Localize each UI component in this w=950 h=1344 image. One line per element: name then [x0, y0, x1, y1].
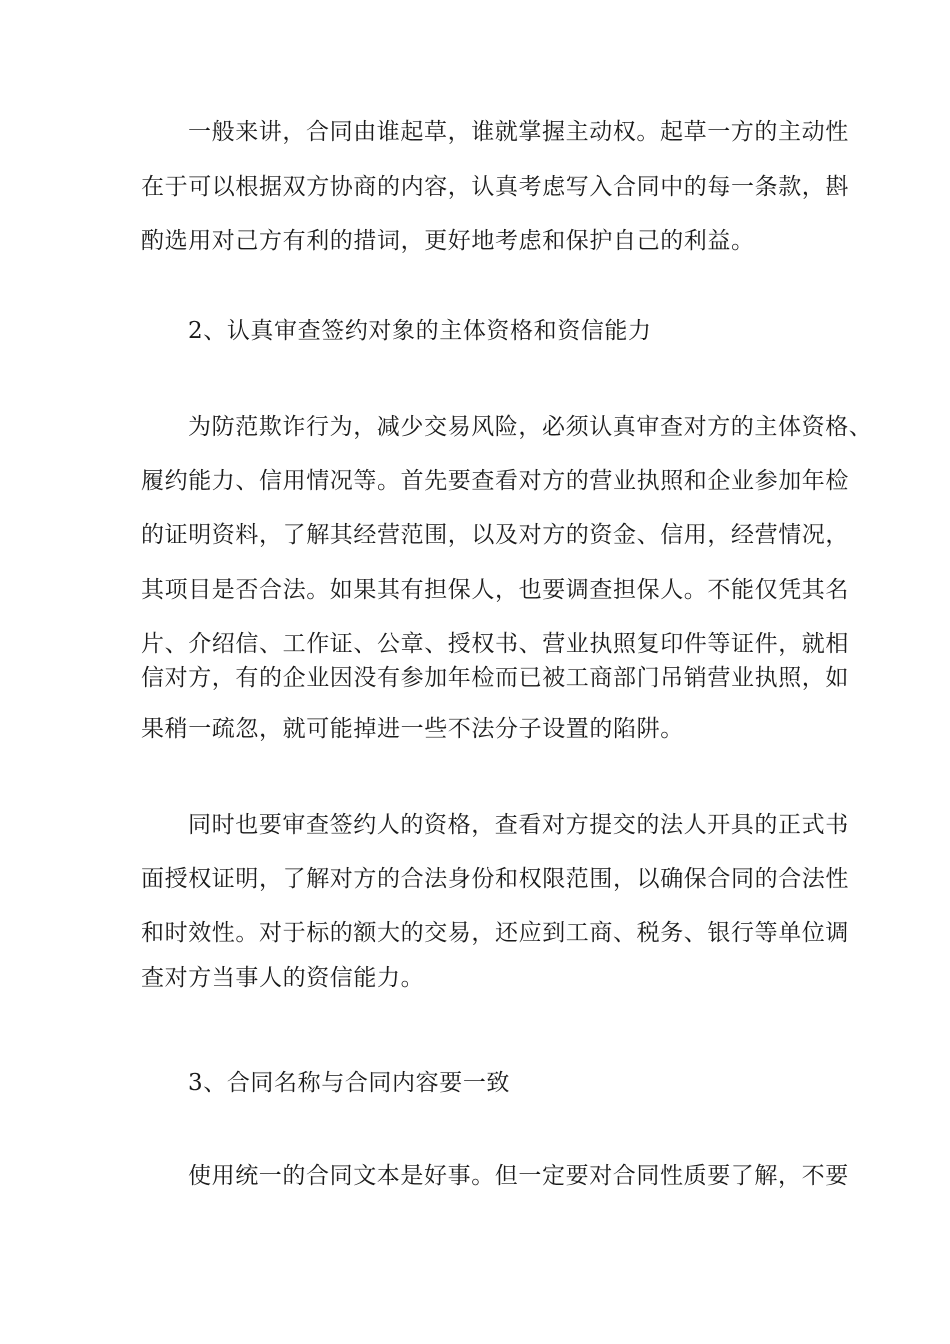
section-heading-3: 3、合同名称与合同内容要一致: [188, 1070, 511, 1096]
paragraph-line: 其项目是否合法。如果其有担保人，也要调查担保人。不能仅凭其名: [141, 577, 849, 603]
paragraph-line: 为防范欺诈行为，减少交易风险，必须认真审查对方的主体资格、: [188, 414, 873, 440]
section-heading-2: 2、认真审查签约对象的主体资格和资信能力: [188, 318, 652, 344]
paragraph-line: 一般来讲，合同由谁起草，谁就掌握主动权。起草一方的主动性: [188, 119, 849, 145]
paragraph-line: 果稍一疏忽，就可能掉进一些不法分子设置的陷阱。: [141, 716, 684, 742]
paragraph-line: 在于可以根据双方协商的内容，认真考虑写入合同中的每一条款，斟: [141, 174, 849, 200]
paragraph-line: 信对方，有的企业因没有参加年检而已被工商部门吊销营业执照，如: [141, 665, 849, 691]
paragraph-line: 查对方当事人的资信能力。: [141, 965, 425, 991]
paragraph-line: 的证明资料，了解其经营范围，以及对方的资金、信用，经营情况，: [141, 522, 849, 548]
paragraph-line: 使用统一的合同文本是好事。但一定要对合同性质要了解，不要: [188, 1163, 849, 1189]
paragraph-line: 片、介绍信、工作证、公章、授权书、营业执照复印件等证件，就相: [141, 631, 849, 657]
paragraph-line: 和时效性。对于标的额大的交易，还应到工商、税务、银行等单位调: [141, 920, 849, 946]
paragraph-line: 履约能力、信用情况等。首先要查看对方的营业执照和企业参加年检: [141, 468, 849, 494]
paragraph-line: 同时也要审查签约人的资格，查看对方提交的法人开具的正式书: [188, 812, 849, 838]
paragraph-line: 面授权证明，了解对方的合法身份和权限范围，以确保合同的合法性: [141, 866, 849, 892]
paragraph-line: 酌选用对己方有利的措词，更好地考虑和保护自己的利益。: [141, 228, 755, 254]
